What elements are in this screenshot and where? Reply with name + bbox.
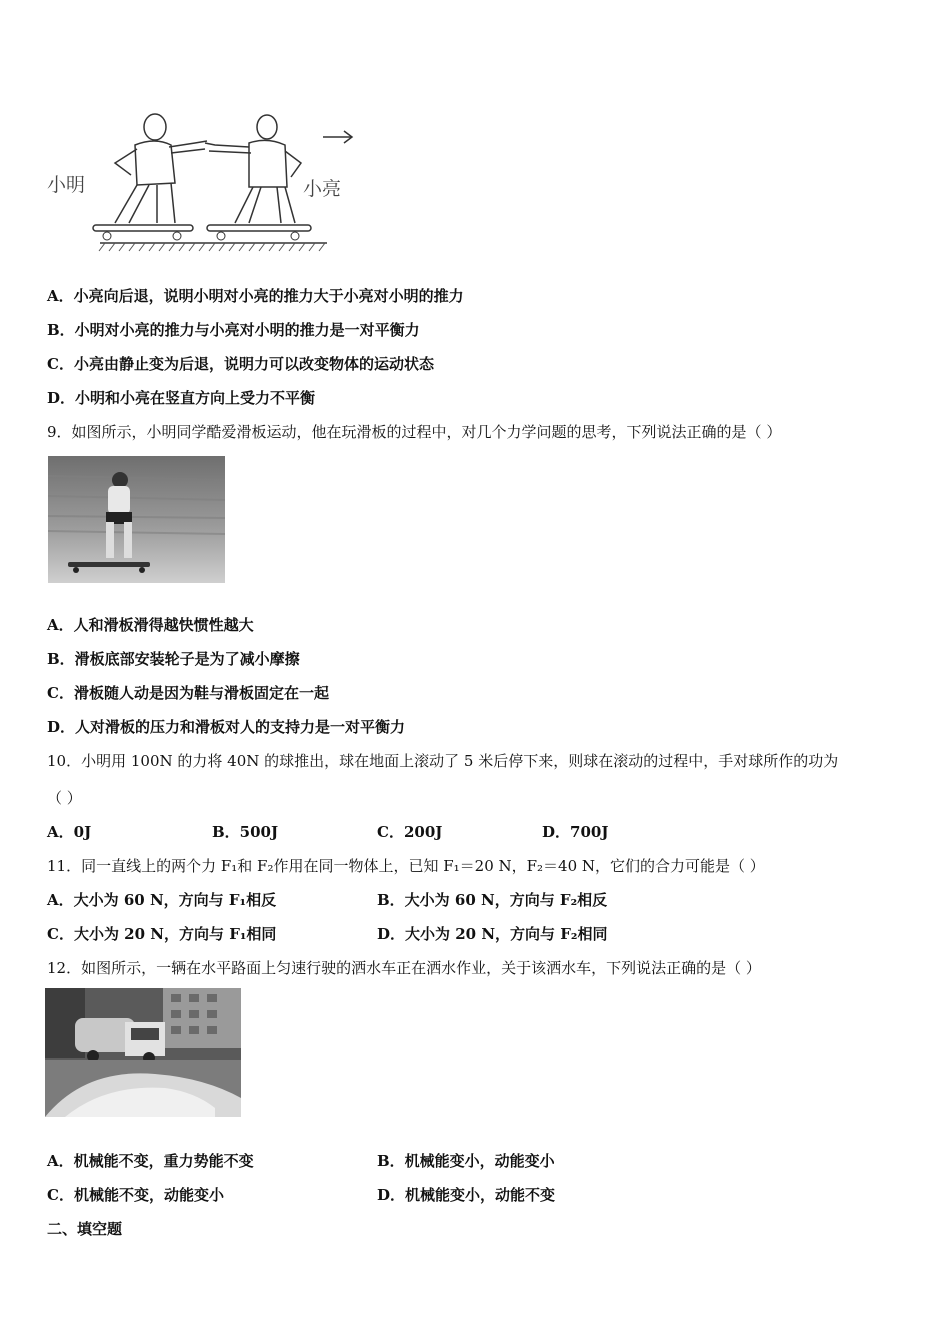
figure-label-xiaoming: 小明 xyxy=(47,174,86,196)
figure-label-xiaoliang: 小亮 xyxy=(303,178,342,200)
q12-option-a: A．机械能不变，重力势能不变 xyxy=(47,1152,254,1170)
q10-paren: （ ） xyxy=(47,789,82,807)
q11-option-a: A．大小为 60 N，方向与 F₁相反 xyxy=(47,891,277,909)
q8-option-d: D．小明和小亮在竖直方向上受力不平衡 xyxy=(47,389,316,407)
sprinkler-truck-photo xyxy=(45,988,241,1117)
q10-stem: 10．小明用 100N 的力将 40N 的球推出，球在地面上滚动了 5 米后停下来，则球在滚动的过程中，手对球所作的功为 xyxy=(47,752,839,770)
q12-stem: 12．如图所示，一辆在水平路面上匀速行驶的洒水车正在洒水作业，关于该洒水车，下列说法正确的是（ ） xyxy=(47,959,761,977)
q12-option-c: C．机械能不变，动能变小 xyxy=(47,1186,224,1204)
q11-option-b: B．大小为 60 N，方向与 F₂相反 xyxy=(377,891,608,909)
q9-stem: 9．如图所示，小明同学酷爱滑板运动，他在玩滑板的过程中，对几个力学问题的思考，下列说法正确的是（ ） xyxy=(47,423,782,441)
skateboarder-photo xyxy=(48,456,225,583)
q8-option-a: A．小亮向后退，说明小明对小亮的推力大于小亮对小明的推力 xyxy=(47,287,464,305)
q10-option-d: D．700J xyxy=(542,823,609,841)
q9-option-a: A．人和滑板滑得越快惯性越大 xyxy=(47,616,254,634)
section-title-fill-in: 二、填空题 xyxy=(47,1220,123,1238)
q12-option-d: D．机械能变小，动能不变 xyxy=(377,1186,556,1204)
skateboard-push-figure xyxy=(45,105,365,260)
q9-option-d: D．人对滑板的压力和滑板对人的支持力是一对平衡力 xyxy=(47,718,406,736)
q8-option-b: B．小明对小亮的推力与小亮对小明的推力是一对平衡力 xyxy=(47,321,420,339)
q9-option-c: C．滑板随人动是因为鞋与滑板固定在一起 xyxy=(47,684,329,702)
q11-option-c: C．大小为 20 N，方向与 F₁相同 xyxy=(47,925,277,943)
q11-option-d: D．大小为 20 N，方向与 F₂相同 xyxy=(377,925,608,943)
q10-option-a: A．0J xyxy=(47,823,92,841)
q10-option-c: C．200J xyxy=(377,823,443,841)
q8-option-c: C．小亮由静止变为后退，说明力可以改变物体的运动状态 xyxy=(47,355,434,373)
q12-option-b: B．机械能变小，动能变小 xyxy=(377,1152,555,1170)
q11-stem: 11．同一直线上的两个力 F₁和 F₂作用在同一物体上，已知 F₁＝20 N，F₂＝40 N，它们的合力可能是（ ） xyxy=(47,857,765,875)
q9-option-b: B．滑板底部安装轮子是为了减小摩擦 xyxy=(47,650,300,668)
q10-option-b: B．500J xyxy=(212,823,279,841)
